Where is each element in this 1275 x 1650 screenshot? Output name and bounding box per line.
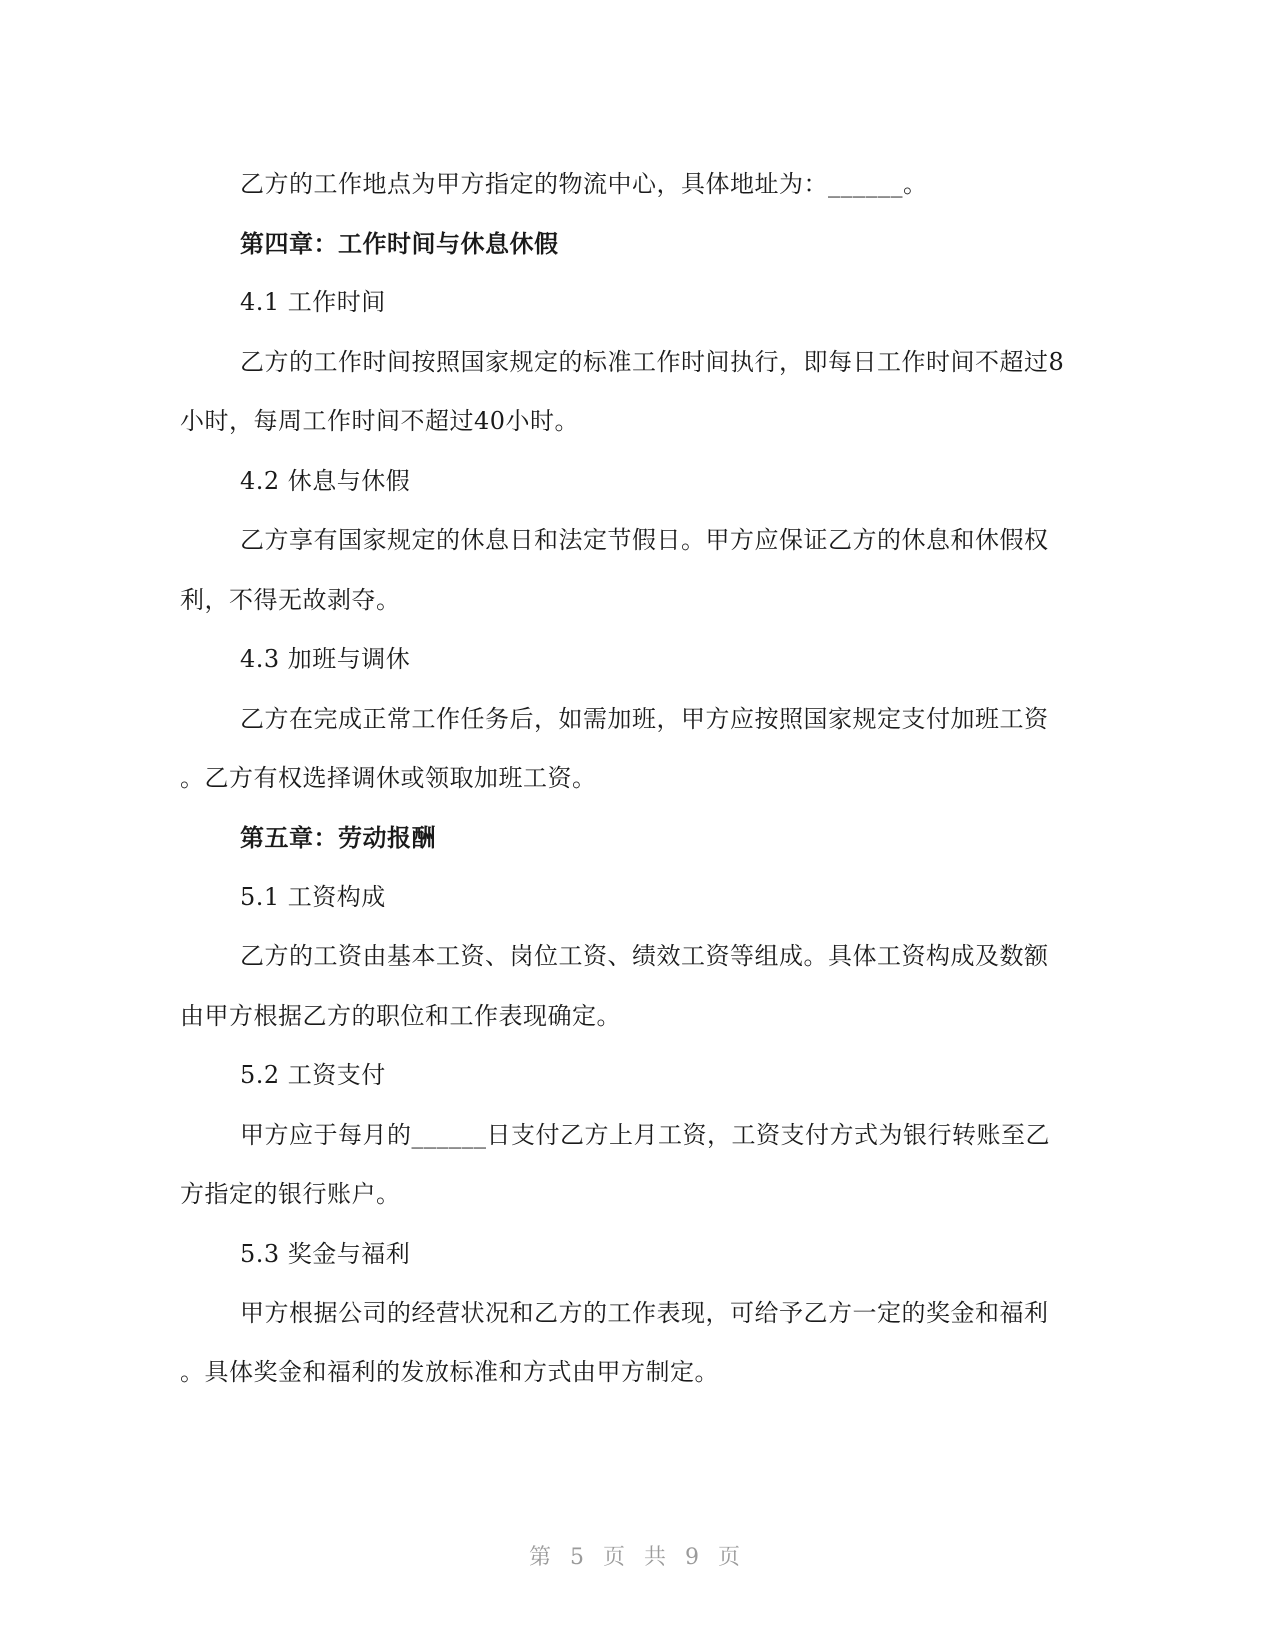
chapter-4-heading: 第四章：工作时间与休息休假 [240,229,559,258]
paragraph-5-2-line-2: 方指定的银行账户。 [180,1180,401,1208]
paragraph-4-3-line-1: 乙方在完成正常工作任务后，如需加班，甲方应按照国家规定支付加班工资 [240,705,1049,733]
paragraph-4-1-line-1: 乙方的工作时间按照国家规定的标准工作时间执行，即每日工作时间不超过8 [240,348,1065,376]
paragraph-4-2-line-1: 乙方享有国家规定的休息日和法定节假日。甲方应保证乙方的休息和休假权 [240,526,1049,554]
paragraph-5-2-line-1: 甲方应于每月的______日支付乙方上月工资，工资支付方式为银行转账至乙 [240,1121,1050,1149]
section-4-3-title: 4.3 加班与调休 [240,645,411,673]
paragraph-5-3-line-2: 。具体奖金和福利的发放标准和方式由甲方制定。 [180,1358,719,1386]
section-4-2-title: 4.2 休息与休假 [240,467,411,495]
chapter-5-heading: 第五章：劳动报酬 [240,823,436,852]
paragraph-work-location: 乙方的工作地点为甲方指定的物流中心，具体地址为：______。 [240,170,928,198]
section-5-1-title: 5.1 工资构成 [240,883,386,911]
section-4-1-title: 4.1 工作时间 [240,288,386,316]
paragraph-5-1-line-2: 由甲方根据乙方的职位和工作表现确定。 [180,1002,621,1030]
section-5-2-title: 5.2 工资支付 [240,1061,386,1089]
section-5-3-title: 5.3 奖金与福利 [240,1240,411,1268]
paragraph-4-2-line-2: 利，不得无故剥夺。 [180,586,401,614]
page-number-footer: 第 5 页 共 9 页 [529,1545,746,1570]
paragraph-5-3-line-1: 甲方根据公司的经营状况和乙方的工作表现，可给予乙方一定的奖金和福利 [240,1299,1049,1327]
paragraph-5-1-line-1: 乙方的工资由基本工资、岗位工资、绩效工资等组成。具体工资构成及数额 [240,942,1049,970]
paragraph-4-1-line-2: 小时，每周工作时间不超过40小时。 [180,407,580,435]
paragraph-4-3-line-2: 。乙方有权选择调休或领取加班工资。 [180,764,597,792]
